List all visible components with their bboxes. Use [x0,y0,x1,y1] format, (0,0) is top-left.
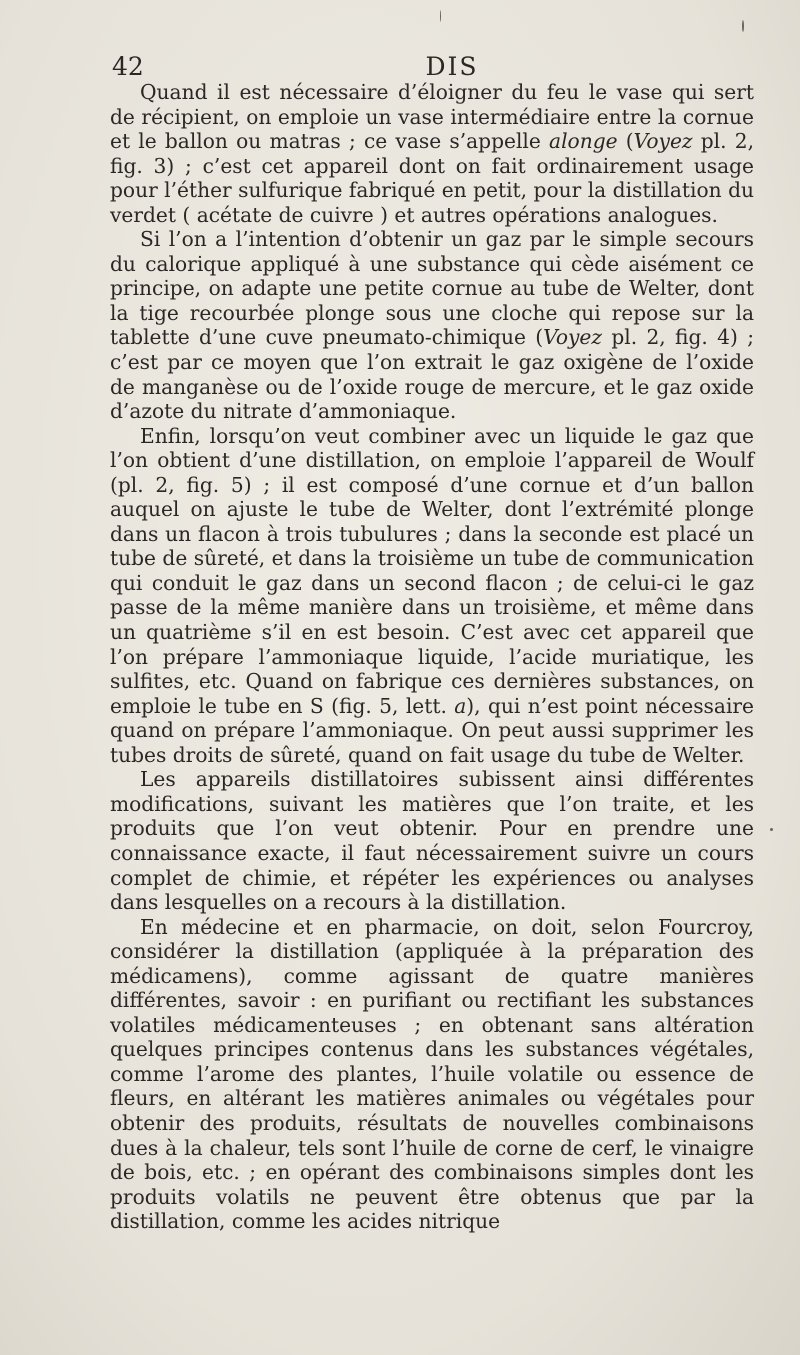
paragraph-appareils: Les appareils distillatoires subissent ainsi différentes modifications, suivant les matières que l’on traite, et les produits que l’on veut obtenir. Pour en prendre une connaissance exacte, il faut nécessairement suivre un cours complet de chimie, et répéter les expériences ou analyses dans lesquelles on a recours à la distillation. [110,767,754,915]
running-head: DIS [425,52,479,81]
italic-reference: Voyez [543,325,603,350]
page-number: 42 [112,52,144,81]
paragraph-text: pl. 2, fig. 3) ; c’est cet appareil dont on fait ordinairement usage pour l’éther sulfurique fabriqué en petit, pour la distillation du verdet ( acétate de cuivre ) et autres opérations analogues. [110,129,754,227]
paragraph-medecine: En médecine et en pharmacie, on doit, selon Fourcroy, considérer la distillation (appliquée à la préparation des médicamens), comme agissant de quatre manières différentes, savoir : en purifiant ou rectifiant les substances volatiles médicamenteuses ; en obtenant sans altération quelques principes contenus dans les substances végétales, comme l’arome des plantes, l’huile volatile ou essence de fleurs, en altérant les matières animales ou végétales pour obtenir des produits, résultats de nouvelles combinaisons dues à la chaleur, tels sont l’huile de corne de cerf, le vinaigre de bois, etc. ; en opérant des combinaisons simples dont les produits volatils ne peuvent être obtenus que par la distillation, comme les acides nitrique [110,914,754,1234]
paragraph-text: ), qui n’est point nécessaire quand on prépare l’ammoniaque. On peut aussi supprimer les tubes droits de sûreté, quand on fait usage du tube de Welter. [110,693,754,767]
paragraph-text: Quand il est nécessaire d’éloigner du feu le vase qui sert de récipient, on emploie un vase intermédiaire entre la cornue et le ballon ou matras ; ce vase s’appelle [110,80,754,154]
paragraph-text: pl. 2, fig. 4) ; c’est par ce moyen que l’on extrait le gaz oxigène de l’oxide de manganèse ou de l’oxide rouge de mercure, et le gaz oxide d’azote du nitrate d’ammoniaque. [110,325,755,424]
paragraph-gaz [110,227,754,423]
italic-reference: Voyez [633,129,693,154]
page-header [112,52,762,82]
paragraph-woulf [110,424,754,768]
paragraph-text: Enfin, lorsqu’on veut combiner avec un liquide le gaz que l’on obtient d’une distillation, on emploie l’appareil de Woulf (pl. 2, fig. 5) ; il est composé d’une cornue et d’un ballon auquel on ajuste le tube de Welter, dont l’extrémité plonge dans un flacon à trois tubulures ; dans la seconde est placé un tube de sûreté, et dans la troisième un tube de communication qui conduit le gaz dans un second flacon ; de celui-ci le gaz passe de la même manière dans un troisième, et même dans un quatrième s’il en est besoin. C’est avec cet appareil que l’on prépare l’ammoniaque liquide, l’acide muriatique, les sulfites, etc. Quand on fabrique ces dernières substances, on emploie le tube en S (fig. 5, lett. [110,423,754,718]
ink-speck [440,10,441,22]
italic-term: alonge [549,129,618,154]
ink-speck [742,20,744,32]
paragraph-alonge [110,80,754,227]
paragraph-text: ( [617,129,634,154]
italic-letter: a [454,693,467,718]
ink-speck [770,828,773,831]
paragraph-text: Si l’on a l’intention d’obtenir un gaz par le simple secours du calorique appliqué à une substance qui cède aisément ce principe, on adapte une petite cornue au tube de Welter, dont la tige recourbée plonge sous une cloche qui repose sur la tablette d’une cuve pneumato-chimique ( [110,227,754,350]
body-text [110,80,754,1234]
